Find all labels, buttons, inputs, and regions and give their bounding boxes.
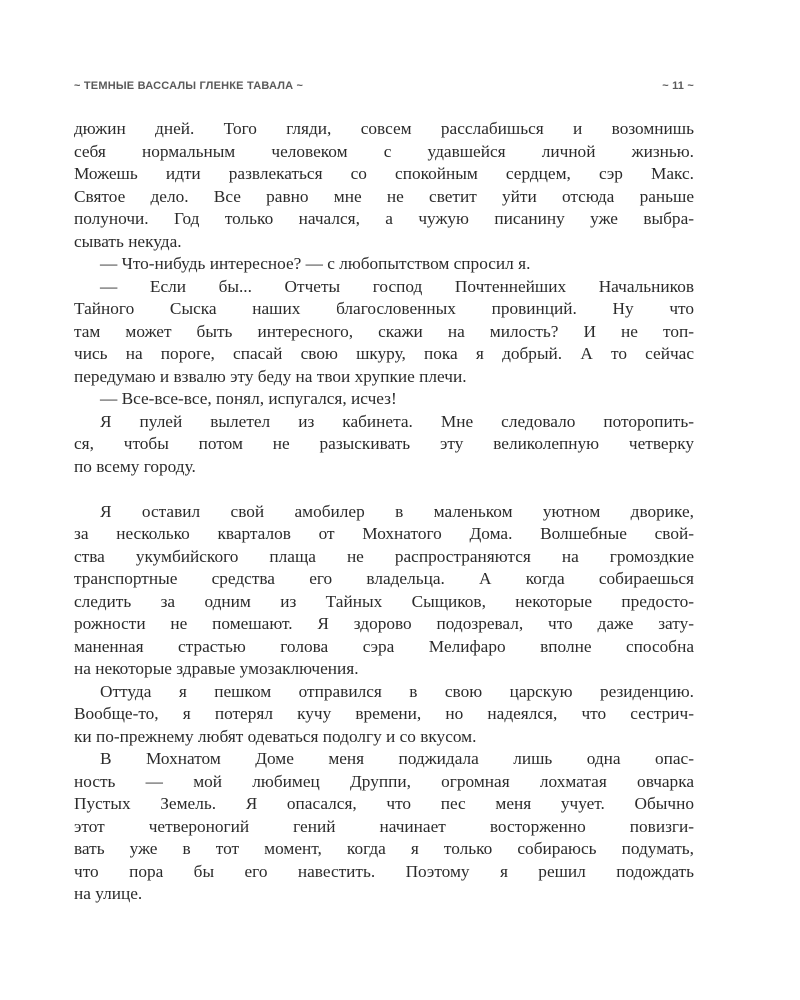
paragraph-7 (74, 681, 694, 749)
text-line: Можешь идти развлекаться со спокойным сердцем, сэр Макс. (74, 164, 694, 183)
text-line: дюжин дней. Того гляди, совсем расслабишься и возомнишь (74, 119, 694, 138)
text-line: следить за одним из Тайных Сыщиков, некоторые предосто- (74, 591, 694, 611)
paragraph-6 (74, 501, 694, 681)
text-line: Я оставил свой амобилер в маленьком уютном дворике, (100, 501, 694, 521)
text-line: чись на пороге, спасай свою шкуру, пока я добрый. А то сейчас (74, 344, 694, 363)
text-line: этот четвероногий гений начинает восторженно повизги- (74, 816, 694, 836)
text-line: В Мохнатом Доме меня поджидала лишь одна опас- (100, 749, 694, 768)
text-line: на некоторые здравые умозаключения. (74, 659, 359, 678)
book-title-header: ~ ТЕМНЫЕ ВАССАЛЫ ГЛЕНКЕ ТАВАЛА ~ (74, 80, 304, 92)
text-line: на улице. (74, 884, 143, 903)
page-number: ~ 11 ~ (662, 80, 694, 92)
paragraph-5 (74, 411, 694, 479)
text-line: вать уже в тот момент, когда я только собираюсь подумать, (74, 839, 694, 858)
text-line: маненная страстью голова сэра Мелифаро вполне способна (74, 636, 694, 656)
text-line: — Все-все-все, понял, испугался, исчез! (100, 389, 397, 408)
text-line: — Если бы... Отчеты господ Почтеннейших Начальников (100, 276, 694, 296)
text-line: сывать некуда. (74, 231, 182, 251)
paragraph-8 (74, 748, 694, 906)
body-text (74, 118, 694, 906)
text-line: полуночи. Год только начался, а чужую писанину уже выбра- (74, 209, 694, 228)
running-head (74, 80, 694, 96)
text-line: себя нормальным человеком с удавшейся личной жизнью. (74, 141, 694, 161)
text-line: по всему городу. (74, 456, 196, 476)
text-line: Пустых Земель. Я опасался, что пес меня учует. Обычно (74, 794, 694, 813)
text-line: Оттуда я пешком отправился в свою царскую резиденцию. (100, 681, 694, 701)
paragraph-4 (74, 388, 694, 411)
text-line: ность — мой любимец Друппи, огромная лохматая овчарка (74, 771, 694, 791)
text-line: — Что-нибудь интересное? — с любопытством спросил я. (100, 254, 531, 273)
text-line: передумаю и взвалю эту беду на твои хрупкие плечи. (74, 366, 467, 386)
text-line: ства укумбийского плаща не распространяются на громоздкие (74, 546, 694, 566)
text-line: рожности не помешают. Я здорово подозревал, что даже зату- (74, 614, 694, 633)
text-line: Тайного Сыска наших благословенных провинций. Ну что (74, 299, 694, 318)
text-line: ся, чтобы потом не разыскивать эту великолепную четверку (74, 434, 694, 453)
text-line: Святое дело. Все равно мне не светит уйти отсюда раньше (74, 186, 694, 206)
section-break (74, 478, 694, 501)
paragraph-3 (74, 276, 694, 389)
text-line: ки по-прежнему любят одеваться подолгу и со вкусом. (74, 726, 477, 746)
text-line: что пора бы его навестить. Поэтому я решил подождать (74, 861, 694, 881)
text-line: транспортные средства его владельца. А когда собираешься (74, 569, 694, 588)
text-line: Я пулей вылетел из кабинета. Мне следовало поторопить- (100, 411, 694, 431)
text-line: там может быть интересного, скажи на милость? И не топ- (74, 321, 694, 341)
paragraph-1 (74, 118, 694, 253)
paragraph-2 (74, 253, 694, 276)
text-line: Вообще-то, я потерял кучу времени, но надеялся, что сестрич- (74, 704, 694, 723)
text-line: за несколько кварталов от Мохнатого Дома. Волшебные свой- (74, 524, 694, 543)
